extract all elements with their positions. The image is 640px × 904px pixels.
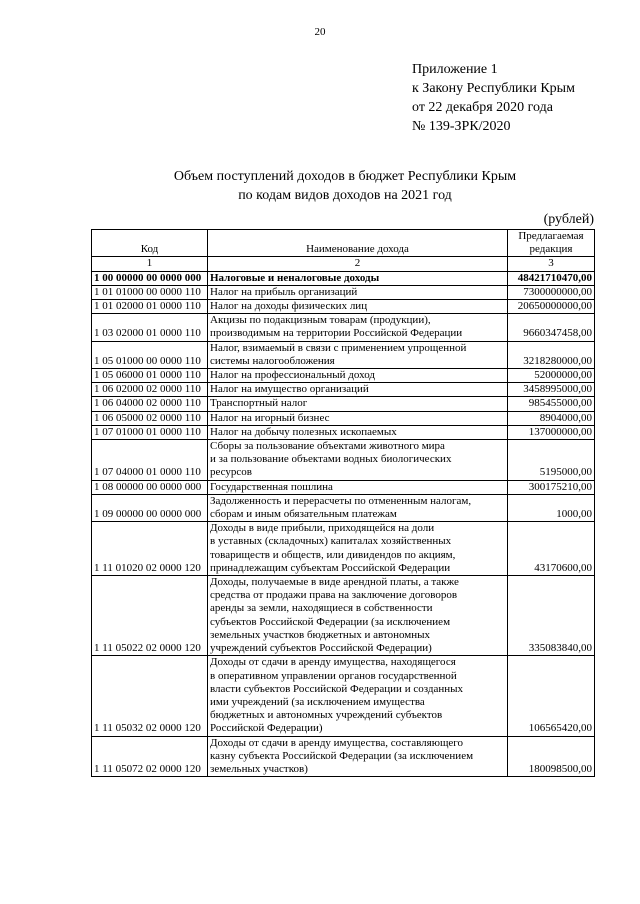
income-name-line: Государственная пошлина xyxy=(210,480,333,493)
income-name xyxy=(208,480,508,494)
income-amount: 3218280000,00 xyxy=(508,341,595,368)
income-name-line: казну субъекта Российской Федерации (за исключением xyxy=(210,749,474,762)
income-name-line: Налоговые и неналоговые доходы xyxy=(210,271,380,284)
income-name-line: Налог, взимаемый в связи с применением упрощенной xyxy=(210,341,467,354)
table-row xyxy=(92,656,595,736)
header-amount: Предлагаемая редакция xyxy=(508,230,595,257)
income-name-line: Налог на добычу полезных ископаемых xyxy=(210,425,397,438)
income-code: 1 06 04000 02 0000 110 xyxy=(92,397,208,411)
column-number: 3 xyxy=(508,257,595,271)
income-amount: 335083840,00 xyxy=(508,576,595,656)
income-name-line: ими учреждений (за исключением имущества xyxy=(210,695,425,708)
table-row xyxy=(92,300,595,314)
income-name xyxy=(208,314,508,341)
income-code: 1 05 01000 00 0000 110 xyxy=(92,341,208,368)
table-row xyxy=(92,576,595,656)
income-name-line: Налог на прибыль организаций xyxy=(210,285,358,298)
income-code: 1 09 00000 00 0000 000 xyxy=(92,494,208,521)
income-code: 1 01 02000 01 0000 110 xyxy=(92,300,208,314)
income-name xyxy=(208,411,508,425)
income-name-line: Доходы от сдачи в аренду имущества, находящегося xyxy=(210,656,456,669)
income-name xyxy=(208,341,508,368)
income-code: 1 03 02000 01 0000 110 xyxy=(92,314,208,341)
appendix-line: к Закону Республики Крым xyxy=(412,81,575,96)
income-code: 1 07 01000 01 0000 110 xyxy=(92,425,208,439)
income-name-line: учреждений субъектов Российской Федерации) xyxy=(210,642,432,655)
table-row xyxy=(92,480,595,494)
income-code: 1 00 00000 00 0000 000 xyxy=(92,271,208,285)
income-name-line: средства от продажи права на заключение договоров xyxy=(210,589,458,602)
income-name-line: ресурсов xyxy=(210,466,252,479)
table-row xyxy=(92,383,595,397)
income-name-line: Акцизы по подакцизным товарам (продукции), xyxy=(210,314,431,327)
table-row xyxy=(92,411,595,425)
appendix-line: от 22 декабря 2020 года xyxy=(412,100,553,115)
income-name xyxy=(208,440,508,481)
income-name-line: Задолженность и перерасчеты по отмененным налогам, xyxy=(210,494,472,507)
income-code: 1 05 06000 01 0000 110 xyxy=(92,369,208,383)
income-code: 1 11 05072 02 0000 120 xyxy=(92,736,208,777)
income-name-line: Налог на игорный бизнес xyxy=(210,411,330,424)
table-row xyxy=(92,522,595,576)
appendix-reference xyxy=(412,60,575,136)
income-name-line: системы налогообложения xyxy=(210,354,335,367)
income-name-line: и за пользование объектами водных биологических xyxy=(210,453,452,466)
income-name-line: в оперативном управлении органов государственной xyxy=(210,669,457,682)
income-name-line: Доходы, получаемые в виде арендной платы, а также xyxy=(210,576,459,589)
header-code: Код xyxy=(92,230,208,257)
document-title xyxy=(0,167,640,205)
column-number-row xyxy=(92,257,595,271)
column-number: 1 xyxy=(92,257,208,271)
income-name xyxy=(208,736,508,777)
income-code: 1 07 04000 01 0000 110 xyxy=(92,440,208,481)
income-code: 1 11 05022 02 0000 120 xyxy=(92,576,208,656)
income-table xyxy=(91,229,595,777)
income-amount: 180098500,00 xyxy=(508,736,595,777)
income-name-line: Налог на доходы физических лиц xyxy=(210,300,368,313)
income-amount: 7300000000,00 xyxy=(508,285,595,299)
table-header-row xyxy=(92,230,595,257)
income-amount: 3458995000,00 xyxy=(508,383,595,397)
income-name-line: Транспортный налог xyxy=(210,397,308,410)
table-row xyxy=(92,425,595,439)
income-name xyxy=(208,369,508,383)
income-name-line: бюджетных и автономных учреждений субъектов xyxy=(210,709,443,722)
income-name xyxy=(208,271,508,285)
income-name-line: Налог на имущество организаций xyxy=(210,383,369,396)
income-amount: 1000,00 xyxy=(508,494,595,521)
income-amount: 137000000,00 xyxy=(508,425,595,439)
table-row xyxy=(92,285,595,299)
income-name-line: сборам и иным обязательным платежам xyxy=(210,508,397,521)
table-row xyxy=(92,314,595,341)
table-body xyxy=(92,271,595,777)
table-row xyxy=(92,369,595,383)
income-code: 1 08 00000 00 0000 000 xyxy=(92,480,208,494)
income-name xyxy=(208,300,508,314)
income-name-line: Налог на профессиональный доход xyxy=(210,369,375,382)
table-row xyxy=(92,494,595,521)
income-code: 1 06 02000 02 0000 110 xyxy=(92,383,208,397)
header-name: Наименование дохода xyxy=(208,230,508,257)
income-name xyxy=(208,383,508,397)
income-amount: 106565420,00 xyxy=(508,656,595,736)
title-line: по кодам видов доходов на 2021 год xyxy=(238,188,452,203)
income-name-line: земельных участков) xyxy=(210,762,308,775)
income-name-line: товариществ и обществ, или дивидендов по акциям, xyxy=(210,548,456,561)
income-name xyxy=(208,522,508,576)
income-amount: 9660347458,00 xyxy=(508,314,595,341)
income-name-line: Доходы в виде прибыли, приходящейся на доли xyxy=(210,522,435,535)
income-name-line: власти субъектов Российской Федерации и созданных xyxy=(210,682,464,695)
units-label: (рублей) xyxy=(543,212,594,227)
income-amount: 300175210,00 xyxy=(508,480,595,494)
income-name xyxy=(208,425,508,439)
income-amount: 985455000,00 xyxy=(508,397,595,411)
income-amount: 52000000,00 xyxy=(508,369,595,383)
income-name xyxy=(208,397,508,411)
income-name xyxy=(208,576,508,656)
income-amount: 5195000,00 xyxy=(508,440,595,481)
income-name-line: Доходы от сдачи в аренду имущества, составляющего xyxy=(210,736,464,749)
income-amount: 8904000,00 xyxy=(508,411,595,425)
income-name xyxy=(208,285,508,299)
income-code: 1 06 05000 02 0000 110 xyxy=(92,411,208,425)
income-name-line: в уставных (складочных) капиталах хозяйственных xyxy=(210,535,452,548)
table-row xyxy=(92,440,595,481)
income-name xyxy=(208,656,508,736)
column-number: 2 xyxy=(208,257,508,271)
income-amount: 43170600,00 xyxy=(508,522,595,576)
table-row xyxy=(92,736,595,777)
table-row xyxy=(92,397,595,411)
income-name-line: принадлежащим субъектам Российской Федерации xyxy=(210,561,451,574)
income-code: 1 11 05032 02 0000 120 xyxy=(92,656,208,736)
title-line: Объем поступлений доходов в бюджет Республики Крым xyxy=(173,169,517,184)
income-amount: 20650000000,00 xyxy=(508,300,595,314)
appendix-line: Приложение 1 xyxy=(412,62,498,77)
table-row xyxy=(92,341,595,368)
table-row xyxy=(92,271,595,285)
income-name-line: субъектов Российской Федерации (за исключением xyxy=(210,615,451,628)
appendix-line: № 139-ЗРК/2020 xyxy=(412,119,511,134)
income-name-line: земельных участков бюджетных и автономных xyxy=(210,628,430,641)
income-name-line: аренды за земли, находящиеся в собственности xyxy=(210,602,433,615)
income-name-line: Сборы за пользование объектами животного мира xyxy=(210,440,445,453)
income-name-line: Российской Федерации) xyxy=(210,722,323,735)
income-name xyxy=(208,494,508,521)
income-amount: 48421710470,00 xyxy=(508,271,595,285)
page-number: 20 xyxy=(314,26,326,38)
income-name-line: производимым на территории Российской Федерации xyxy=(210,327,463,340)
income-code: 1 01 01000 00 0000 110 xyxy=(92,285,208,299)
income-code: 1 11 01020 02 0000 120 xyxy=(92,522,208,576)
